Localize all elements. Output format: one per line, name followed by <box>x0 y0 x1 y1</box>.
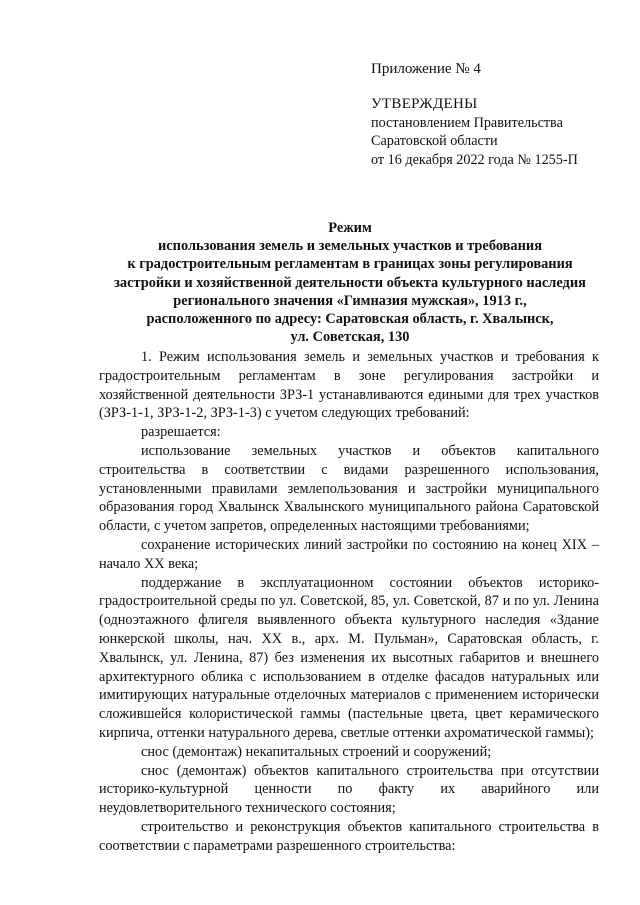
title-line: использования земель и земельных участков и требования <box>158 238 542 255</box>
document-title <box>60 219 640 346</box>
title-line: расположенного по адресу: Саратовская область, г. Хвалынск, <box>146 311 554 328</box>
document-body <box>99 348 599 856</box>
title-line: застройки и хозяйственной деятельности объекта культурного наследия <box>114 274 586 291</box>
approval-line: Саратовской области <box>371 133 498 149</box>
paragraph-demolition-capital: снос (демонтаж) объектов капитального строительства при отсутствии историко-культурной ценности по факту их аварийного или неудовлетворительного технического состояния; <box>99 762 599 817</box>
annex-number: Приложение № 4 <box>371 61 481 77</box>
paragraph-land-use: использование земельных участков и объектов капитального строительства в соответствии с видами разрешенного использования, установленными правилами землепользования и застройки муниципального образования город Хвалынск Хвалынского муниципального района Саратовской области, с учетом запретов, определенных настоящими требованиями; <box>99 442 599 535</box>
approval-title: УТВЕРЖДЕНЫ <box>371 96 478 112</box>
title-line: регионального значения «Гимназия мужская», 1913 г., <box>173 292 527 309</box>
paragraph-clause-1: 1. Режим использования земель и земельных участков и требования к градостроительным регламентам в зоне регулирования застройки и хозяйственной деятельности ЗРЗ-1 устанавливаются едиными для трех участков (ЗРЗ-1-1, ЗРЗ-1-2, ЗРЗ-1-3) с учетом следующих требований: <box>99 349 599 422</box>
paragraph-permitted-heading: разрешается: <box>141 424 221 441</box>
paragraph-demolition-temporary: снос (демонтаж) некапитальных строений и сооружений; <box>141 743 492 760</box>
title-line: ул. Советская, 130 <box>290 329 410 346</box>
approval-block <box>371 95 578 169</box>
paragraph-construction: строительство и реконструкция объектов капитального строительства в соответствии с параметрами разрешенного строительства: <box>99 818 599 854</box>
title-line: Режим <box>328 220 372 236</box>
title-line: к градостроительным регламентам в границах зоны регулирования <box>127 256 573 273</box>
approval-line: постановлением Правительства <box>371 114 563 131</box>
paragraph-building-lines: сохранение исторических линий застройки по состоянию на конец XIX – начало XX века; <box>99 536 599 572</box>
approval-date-line: от 16 декабря 2022 года № 1255-П <box>371 151 578 168</box>
paragraph-maintenance: поддержание в эксплуатационном состоянии объектов историко-градостроительной среды по ул. Советской, 85, ул. Советской, 87 и по ул. Ленина (одноэтажного флигеля выявленного объекта культурного наследия «Здание юнкерской школы, нач. XX в., арх. М. Пульман», Саратовская область, г. Хвалынск, ул. Ленина, 87) без изменения их высотных габаритов и внешнего архитектурного облика с использованием в отделке фасадов натуральных или имитирующих натуральные отделочных материалов с применением исторически сложившейся колористической гаммы (пастельные цвета, цвет керамического кирпича, оттенки натурального дерева, светлые оттенки ахроматической гаммы); <box>99 574 599 741</box>
